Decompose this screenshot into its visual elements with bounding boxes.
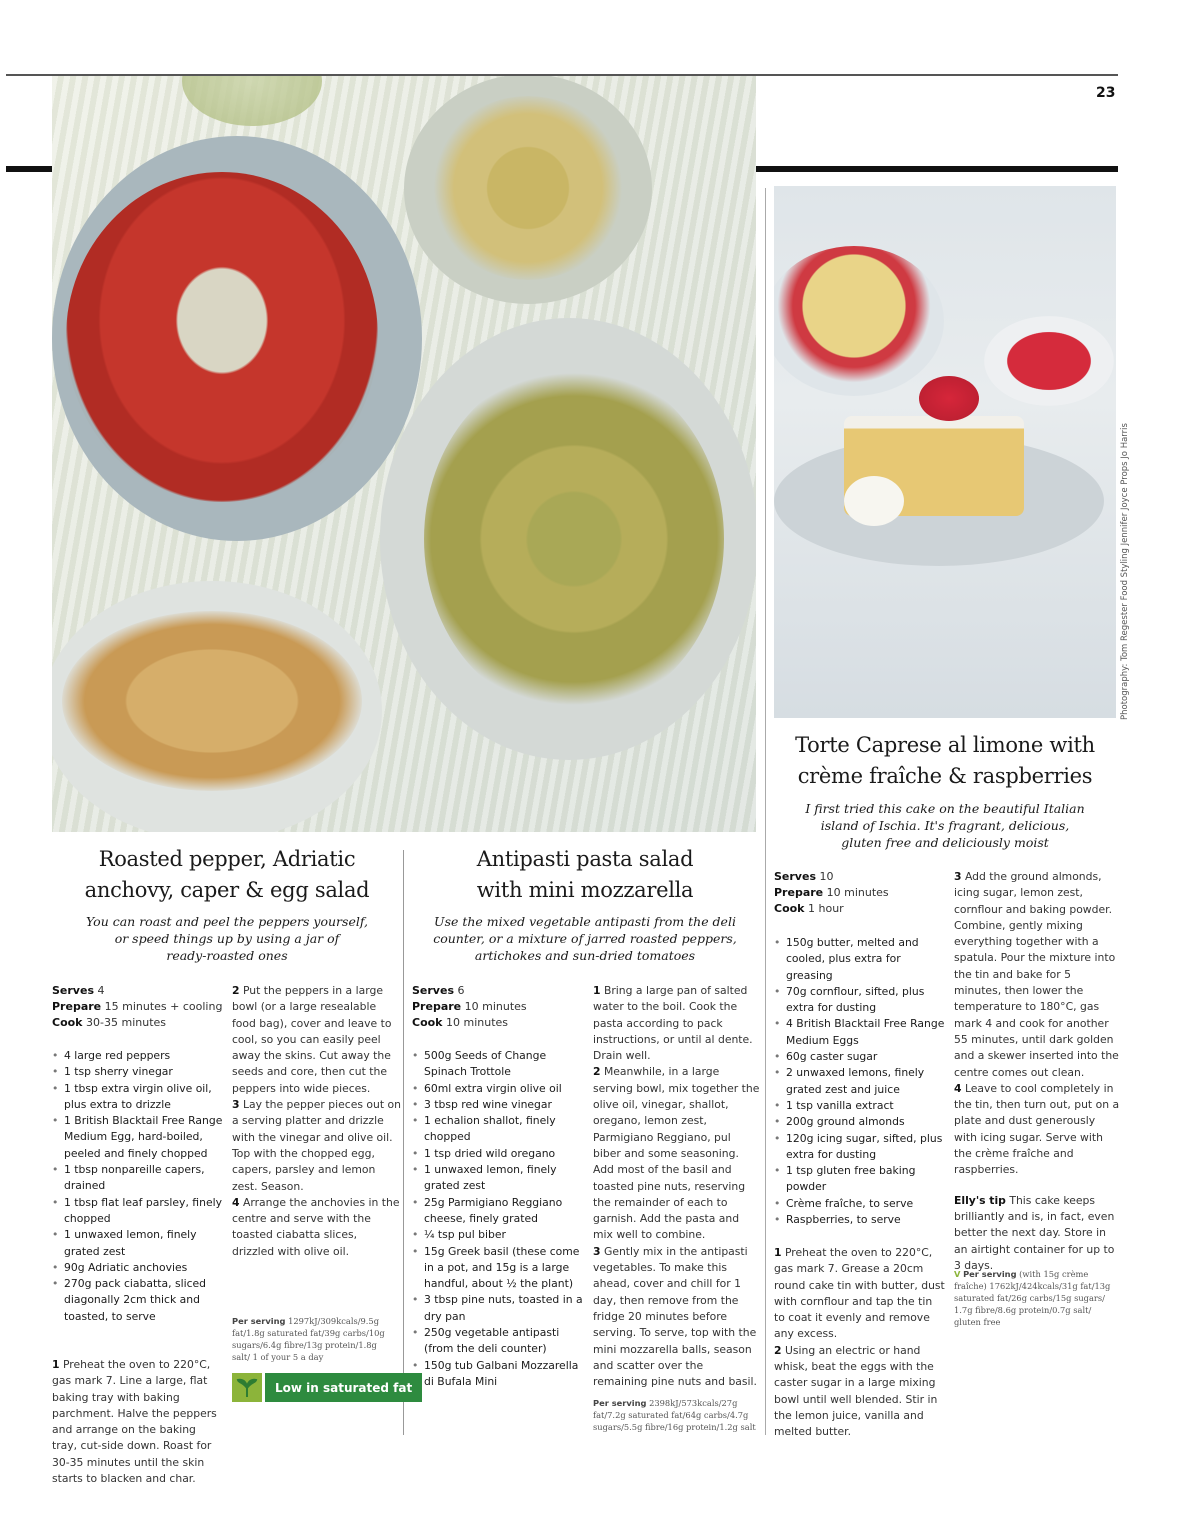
ingredient: • 3 tbsp pine nuts, toasted in a dry pan	[412, 1292, 584, 1325]
title-line: Torte Caprese al limone with	[795, 733, 1095, 757]
step-text: Bring a large pan of salted water to the boil. Cook the pasta according to pack instructions, or until al dente. Drain well.	[593, 984, 753, 1063]
ingredient: • 25g Parmigiano Reggiano cheese, finely grated	[412, 1195, 584, 1228]
ingredient-list	[412, 1048, 584, 1390]
antipasti-pasta-bowl	[380, 318, 756, 760]
ingredient: • 60ml extra virgin olive oil	[412, 1081, 584, 1097]
recipe-title	[52, 844, 402, 906]
ingredient: • 90g Adriatic anchovies	[52, 1260, 224, 1276]
step-number: 3	[954, 870, 962, 883]
method-step	[954, 869, 1120, 1081]
recipe-title	[410, 844, 760, 906]
prepare-label: Prepare	[52, 1000, 102, 1013]
low-sat-fat-badge	[232, 1373, 422, 1402]
method-step	[774, 1245, 946, 1343]
intro-line: Use the mixed vegetable antipasti from the deli	[434, 914, 736, 929]
photo-credit	[1120, 423, 1134, 720]
step-text: Lay the pepper pieces out on a serving platter and drizzle with the vinegar and olive oil. Top with the chopped egg, capers, parsley and lemon zest. Season.	[232, 1098, 401, 1193]
serves-label: Serves	[52, 984, 94, 997]
step-text: Using an electric or hand whisk, beat the eggs with the caster sugar in a large mixing bowl until well blended. Stir in the lemon juice, vanilla and melted butter.	[774, 1343, 938, 1439]
prepare-value: 15 minutes + cooling	[104, 1000, 223, 1013]
step-number: 2	[593, 1065, 601, 1079]
step-number: 3	[232, 1098, 240, 1112]
recipe-tip	[954, 1193, 1120, 1274]
intro-line: island of Ischia. It's fragrant, delicious,	[820, 818, 1070, 833]
recipe-meta	[52, 983, 227, 1031]
ingredient: • 500g Seeds of Change Spinach Trottole	[412, 1048, 584, 1081]
intro-line: gluten free and deliciously moist	[841, 835, 1049, 850]
step-number: 1	[52, 1358, 60, 1371]
step-text: Arrange the anchovies in the centre and serve with the toasted ciabatta slices, drizzled with olive oil.	[232, 1195, 400, 1258]
method-steps-continued	[232, 983, 402, 1260]
tip-label: Elly's tip	[954, 1193, 1006, 1207]
method-steps	[774, 1245, 946, 1441]
intro-line: or speed things up by using a jar of	[114, 931, 340, 946]
step-text: Preheat the oven to 220°C, gas mark 7. Line a large, flat baking tray with baking parchment. Halve the peppers and arrange on the baking tray, cut-side down. Roast for 30-35 minutes until the skin starts to blacken and char.	[52, 1358, 217, 1486]
recipe-intro	[772, 800, 1118, 851]
cook-value: 1 hour	[808, 902, 844, 915]
nutrition-values: 2398kJ/573kcals/27g fat/7.2g saturated fat/64g carbs/4.7g sugars/5.5g fibre/16g protein/1.2g salt	[593, 1398, 756, 1432]
title-line: with mini mozzarella	[476, 878, 694, 902]
serves-label: Serves	[412, 984, 454, 997]
recipe-meta	[774, 869, 949, 917]
nutrition-info	[232, 1315, 397, 1363]
nutrition-label: Per serving	[963, 1269, 1017, 1279]
step-number: 2	[774, 1343, 782, 1357]
ingredient: • 15g Greek basil (these come in a pot, and 15g is a large handful, about ½ the plant)	[412, 1244, 584, 1293]
method-steps	[52, 1357, 224, 1487]
recipe-meta	[412, 983, 587, 1031]
ingredient: • Crème fraîche, to serve	[774, 1196, 946, 1212]
photo-credit-text: Photography: Tom Regester Food Styling Jennifer Joyce Props Jo Harris	[1120, 423, 1130, 720]
page-number: 23	[1096, 85, 1116, 101]
ingredient: • 4 large red peppers	[52, 1048, 224, 1064]
ingredient: • 1 tsp gluten free baking powder	[774, 1163, 946, 1196]
method-step	[774, 1343, 946, 1441]
method-step	[232, 983, 402, 1097]
intro-line: artichokes and sun-dried tomatoes	[474, 948, 696, 963]
serves-value: 4	[97, 984, 105, 997]
step-text: Preheat the oven to 220°C, gas mark 7. Grease a 20cm round cake tin with butter, dust with cornflour and tap the tin to coat it evenly and remove any excess.	[774, 1246, 945, 1341]
ingredient: • 3 tbsp red wine vinegar	[412, 1097, 584, 1113]
title-line: anchovy, caper & egg salad	[84, 878, 370, 902]
cook-value: 10 minutes	[446, 1016, 509, 1029]
step-number: 4	[954, 1081, 962, 1095]
title-line: crème fraîche & raspberries	[797, 764, 1093, 788]
method-steps-continued	[954, 869, 1120, 1274]
prepare-label: Prepare	[412, 1000, 462, 1013]
prepare-label: Prepare	[774, 886, 824, 899]
recipe-title	[772, 730, 1118, 792]
ingredient-list	[52, 1048, 224, 1325]
column-divider	[765, 188, 766, 1435]
ingredient: • 1 tbsp flat leaf parsley, finely chopped	[52, 1195, 224, 1228]
step-number: 2	[232, 984, 240, 997]
column-divider	[403, 850, 404, 1435]
nutrition-values: 1297kJ/309kcals/9.5g fat/1.8g saturated fat/39g carbs/10g sugars/6.4g fibre/13g protein/1.8g salt/ 1 of your 5 a day	[232, 1316, 385, 1362]
ingredient: • 70g cornflour, sifted, plus extra for dusting	[774, 984, 946, 1017]
step-text: Add the ground almonds, icing sugar, lemon zest, cornflour and baking powder. Combine, gently mixing everything together with a spatula. Pour the mixture into the tin and bake for 5 minutes, then lower the temperature to 180°C, gas mark 4 and cook for another 55 minutes, until dark golden and a skewer inserted into the centre comes out clean.	[954, 870, 1119, 1079]
ingredient: • 150g tub Galbani Mozzarella di Bufala Mini	[412, 1358, 584, 1391]
cook-label: Cook	[412, 1016, 443, 1029]
salads-photo	[52, 76, 756, 832]
nutrition-info	[954, 1268, 1116, 1328]
pepper-salad-plate	[52, 136, 422, 541]
ingredient: • 120g icing sugar, sifted, plus extra for dusting	[774, 1131, 946, 1164]
small-pasta-bowl	[404, 76, 652, 304]
nutrition-label: Per serving	[593, 1398, 647, 1408]
leaf-icon	[232, 1373, 262, 1402]
ingredient: • 1 British Blacktail Free Range Medium Egg, hard-boiled, peeled and finely chopped	[52, 1113, 224, 1162]
prepare-value: 10 minutes	[464, 1000, 527, 1013]
step-number: 3	[593, 1244, 601, 1258]
nutrition-label: Per serving	[232, 1316, 286, 1326]
method-step	[52, 1357, 224, 1487]
badge-label: Low in saturated fat	[265, 1373, 422, 1402]
step-number: 1	[593, 984, 601, 997]
vegetarian-icon: V	[954, 1269, 961, 1279]
tip-text: This cake keeps brilliantly and is, in fact, even better the next day. Store in an airtight container for up to 3 days.	[954, 1193, 1115, 1272]
recipe-intro	[52, 913, 402, 964]
section-rule-right	[756, 166, 1118, 172]
recipe-intro	[410, 913, 760, 964]
intro-line: counter, or a mixture of jarred roasted peppers,	[433, 931, 737, 946]
ingredient-list	[774, 935, 946, 1228]
section-rule-left	[6, 166, 54, 172]
intro-line: You can roast and peel the peppers yourself,	[86, 914, 368, 929]
ingredient: • 1 tsp vanilla extract	[774, 1098, 946, 1114]
ingredient: • 250g vegetable antipasti (from the deli counter)	[412, 1325, 584, 1358]
ingredient: • 1 tsp sherry vinegar	[52, 1064, 224, 1080]
method-step	[593, 983, 761, 1064]
ingredient: • 1 echalion shallot, finely chopped	[412, 1113, 584, 1146]
ingredient: • 1 tbsp extra virgin olive oil, plus extra to drizzle	[52, 1081, 224, 1114]
step-number: 1	[774, 1246, 782, 1259]
ingredient: • 2 unwaxed lemons, finely grated zest and juice	[774, 1065, 946, 1098]
ciabatta-plate	[52, 581, 382, 832]
method-step	[593, 1064, 761, 1243]
ingredient: • 60g caster sugar	[774, 1049, 946, 1065]
serves-value: 6	[457, 984, 465, 997]
serves-label: Serves	[774, 870, 816, 883]
ingredient: • ¼ tsp pul biber	[412, 1227, 584, 1243]
method-step	[232, 1195, 402, 1260]
title-line: Antipasti pasta salad	[476, 847, 694, 871]
method-step	[232, 1097, 402, 1195]
cake-plate	[774, 436, 1104, 566]
step-text: Gently mix in the antipasti vegetables. To make this ahead, cover and chill for 1 day, then remove from the fridge 20 minutes before serving. To serve, top with the mini mozzarella balls, season and scatter over the remaining pine nuts and basil.	[593, 1244, 757, 1389]
cook-label: Cook	[774, 902, 805, 915]
ingredient: • 1 unwaxed lemon, finely grated zest	[412, 1162, 584, 1195]
intro-line: ready-roasted ones	[166, 948, 288, 963]
nutrition-info	[593, 1397, 758, 1433]
ingredient: • Raspberries, to serve	[774, 1212, 946, 1228]
cake-photo	[774, 186, 1116, 718]
ingredient: • 270g pack ciabatta, sliced diagonally 2cm thick and toasted, to serve	[52, 1276, 224, 1325]
step-text: Put the peppers in a large bowl (or a large resealable food bag), cover and leave to cool, so you can easily peel away the skins. Cut away the seeds and core, then cut the peppers into wide pieces.	[232, 984, 392, 1095]
ingredient: • 1 tbsp nonpareille capers, drained	[52, 1162, 224, 1195]
ingredient: • 1 unwaxed lemon, finely grated zest	[52, 1227, 224, 1260]
method-step	[954, 1081, 1120, 1179]
cook-value: 30-35 minutes	[86, 1016, 167, 1029]
nutrition-values: (with 15g crème fraîche) 1762kJ/424kcals/31g fat/13g saturated fat/26g carbs/15g sugars/ 1.7g fibre/8.6g protein/0.7g salt/ gluten free	[954, 1269, 1111, 1327]
method-step	[593, 1244, 761, 1391]
intro-line: I first tried this cake on the beautiful Italian	[805, 801, 1085, 816]
step-text: Leave to cool completely in the tin, then turn out, put on a plate and dust generously with icing sugar. Serve with the crème fraîche and raspberries.	[954, 1081, 1120, 1177]
step-number: 4	[232, 1195, 240, 1209]
prepare-value: 10 minutes	[826, 886, 889, 899]
title-line: Roasted pepper, Adriatic	[98, 847, 356, 871]
ingredient: • 1 tsp dried wild oregano	[412, 1146, 584, 1162]
method-steps	[593, 983, 761, 1390]
ingredient: • 200g ground almonds	[774, 1114, 946, 1130]
ingredient: • 150g butter, melted and cooled, plus extra for greasing	[774, 935, 946, 984]
ingredient: • 4 British Blacktail Free Range Medium Eggs	[774, 1016, 946, 1049]
serves-value: 10	[819, 870, 834, 883]
step-text: Meanwhile, in a large serving bowl, mix together the olive oil, vinegar, shallot, oregano, lemon zest, Parmigiano Reggiano, pul biber and some seasoning. Add most of the basil and toasted pine nuts, reserving the remainder of each to garnish. Add the pasta and mix well to combine.	[593, 1065, 760, 1242]
cook-label: Cook	[52, 1016, 83, 1029]
